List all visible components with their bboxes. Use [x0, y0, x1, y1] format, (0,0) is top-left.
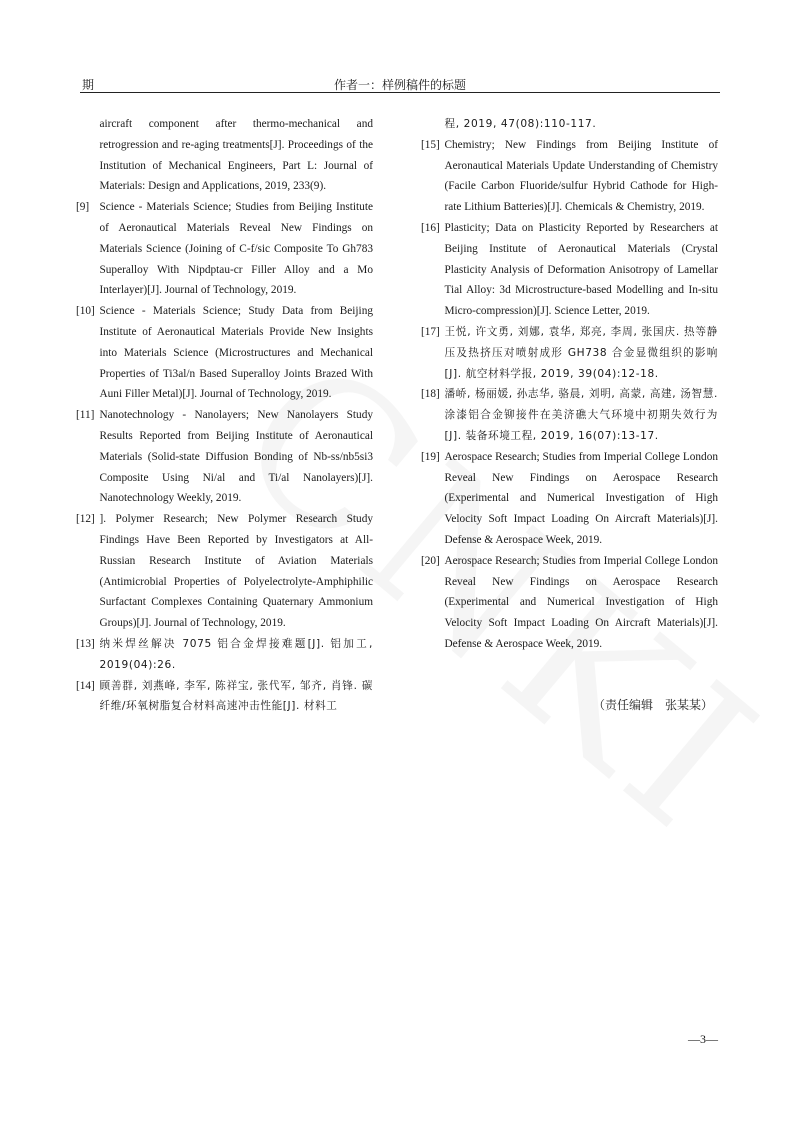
header-title: 作者一：样例稿件的标题: [333, 78, 466, 92]
reference-item: [421, 322, 718, 384]
reference-text: Plasticity; Data on Plasticity Reported by Researchers at Beijing Institute of Aeronautical Materials (Crystal Plasticity Analysis of Deformation Anisotropy of Lamellar Tial Alloy: 3d Microstructure-based Modelling and In-situ Micro-compression)[J]. Science Letter, 2019.: [444, 221, 718, 318]
reference-number: [20]: [421, 554, 440, 567]
references-right-column: [421, 114, 718, 655]
reference-text: Aerospace Research; Studies from Imperial College London Reveal New Findings on Aerospace Research (Experimental and Numerical Investigation of High Velocity Soft Impact Loading On Aircraft Materials)[J]. Defense & Aerospace Week, 2019.: [444, 554, 718, 650]
reference-continuation: aircraft component after thermo-mechanical and retrogression and re-aging treatments[J]. Proceedings of the Institution of Mechanical Engineers, Part L: Journal of Materials: Design and Applications, 2019, 233(9).: [99, 118, 373, 193]
reference-continuation: [421, 114, 718, 135]
reference-number: [13]: [76, 637, 95, 650]
page-number: —3—: [688, 1032, 718, 1046]
reference-text: 顾善群, 刘燕峰, 李军, 陈祥宝, 张代军, 邹齐, 肖锋. 碳纤维/环氧树脂复合材料高速冲击性能[J]. 材料工: [99, 679, 373, 713]
reference-item: [421, 218, 718, 322]
reference-number: [15]: [421, 138, 440, 151]
running-header: [80, 74, 720, 93]
reference-item: [421, 135, 718, 218]
reference-number: [10]: [76, 305, 95, 318]
reference-number: [9]: [76, 201, 90, 214]
reference-text: Chemistry; New Findings from Beijing Institute of Aeronautical Materials Update Understanding of Chemistry (Facile Carbon Fluoride/sulfur Hybrid Cathode for High-rate Lithium Batteries)[J]. Chemicals & Chemistry, 2019.: [444, 138, 718, 214]
reference-text: 潘峤, 杨丽媛, 孙志华, 骆晨, 刘明, 高蒙, 高建, 汤智慧. 涂漆铝合金铆接件在美济礁大气环境中初期失效行为[J]. 装备环境工程, 2019, 16(07):13-17.: [444, 388, 718, 442]
reference-item: [76, 301, 373, 405]
reference-item: [76, 634, 373, 676]
reference-text: Nanotechnology - Nanolayers; New Nanolayers Study Results Reported from Beijing Institute of Aeronautical Materials (Solid-state Diffusion Bonding of Nb-ss/nb5si3 Composite Using Ni/al and Ti/al Nanolayers)[J]. Nanotechnology Weekly, 2019.: [99, 409, 373, 505]
reference-item: [421, 551, 718, 655]
reference-number: [19]: [421, 450, 440, 463]
reference-item: [421, 384, 718, 446]
reference-text: 王悦, 许文勇, 刘娜, 袁华, 郑亮, 李周, 张国庆. 热等静压及热挤压对喷射成形 GH738 合金显微组织的影响[J]. 航空材料学报, 2019, 39(04):12-18.: [444, 325, 718, 380]
reference-number: [17]: [421, 325, 440, 338]
reference-number: [12]: [76, 513, 95, 526]
references-left-column: [76, 114, 373, 717]
reference-number: [18]: [421, 388, 440, 401]
reference-number: [16]: [421, 221, 440, 234]
reference-item: [76, 676, 373, 718]
reference-number: [11]: [76, 409, 95, 422]
reference-text: Science - Materials Science; Studies from Beijing Institute of Aeronautical Materials Reveal New Findings on Materials Science (Joining of C-f/sic Composite To Gh783 Superalloy With Nipdptau-cr Filler Alloy and a Mo Interlayer)[J]. Journal of Technology, 2019.: [99, 201, 373, 297]
reference-text: 纳米焊丝解决 7075 铝合金焊接难题[J]. 铝加工, 2019(04):26.: [99, 637, 373, 671]
reference-text: ]. Polymer Research; New Polymer Research Study Findings Have Been Reported by Investigators at All-Russian Research Institute of Aviation Materials (Antimicrobial Properties of Polyelectrolyte-Amphiphilic Surfactant Complexes Containing Quaternary Ammonium Groups)[J]. Journal of Technology, 2019.: [99, 513, 373, 630]
reference-text: 程, 2019, 47(08):110-117.: [444, 118, 597, 130]
reference-item: [76, 509, 373, 634]
reference-number: [14]: [76, 679, 95, 692]
header-issue: 期: [82, 78, 95, 92]
reference-text: Aerospace Research; Studies from Imperial College London Reveal New Findings on Aerospace Research (Experimental and Numerical Investigation of High Velocity Soft Impact Loading On Aircraft Materials)[J]. Defense & Aerospace Week, 2019.: [444, 450, 718, 546]
reference-text: Science - Materials Science; Study Data from Beijing Institute of Aeronautical Materials Provide New Insights into Materials Science (Microstructures and Mechanical Properties of Ti3al/n Based Superalloy Joints Brazed With Auni Filler Metal)[J]. Journal of Technology, 2019.: [99, 305, 373, 401]
reference-item: [421, 447, 718, 551]
reference-item: [76, 405, 373, 509]
reference-item: [76, 197, 373, 301]
responsible-editor: （责任编辑 张某某）: [592, 698, 713, 712]
